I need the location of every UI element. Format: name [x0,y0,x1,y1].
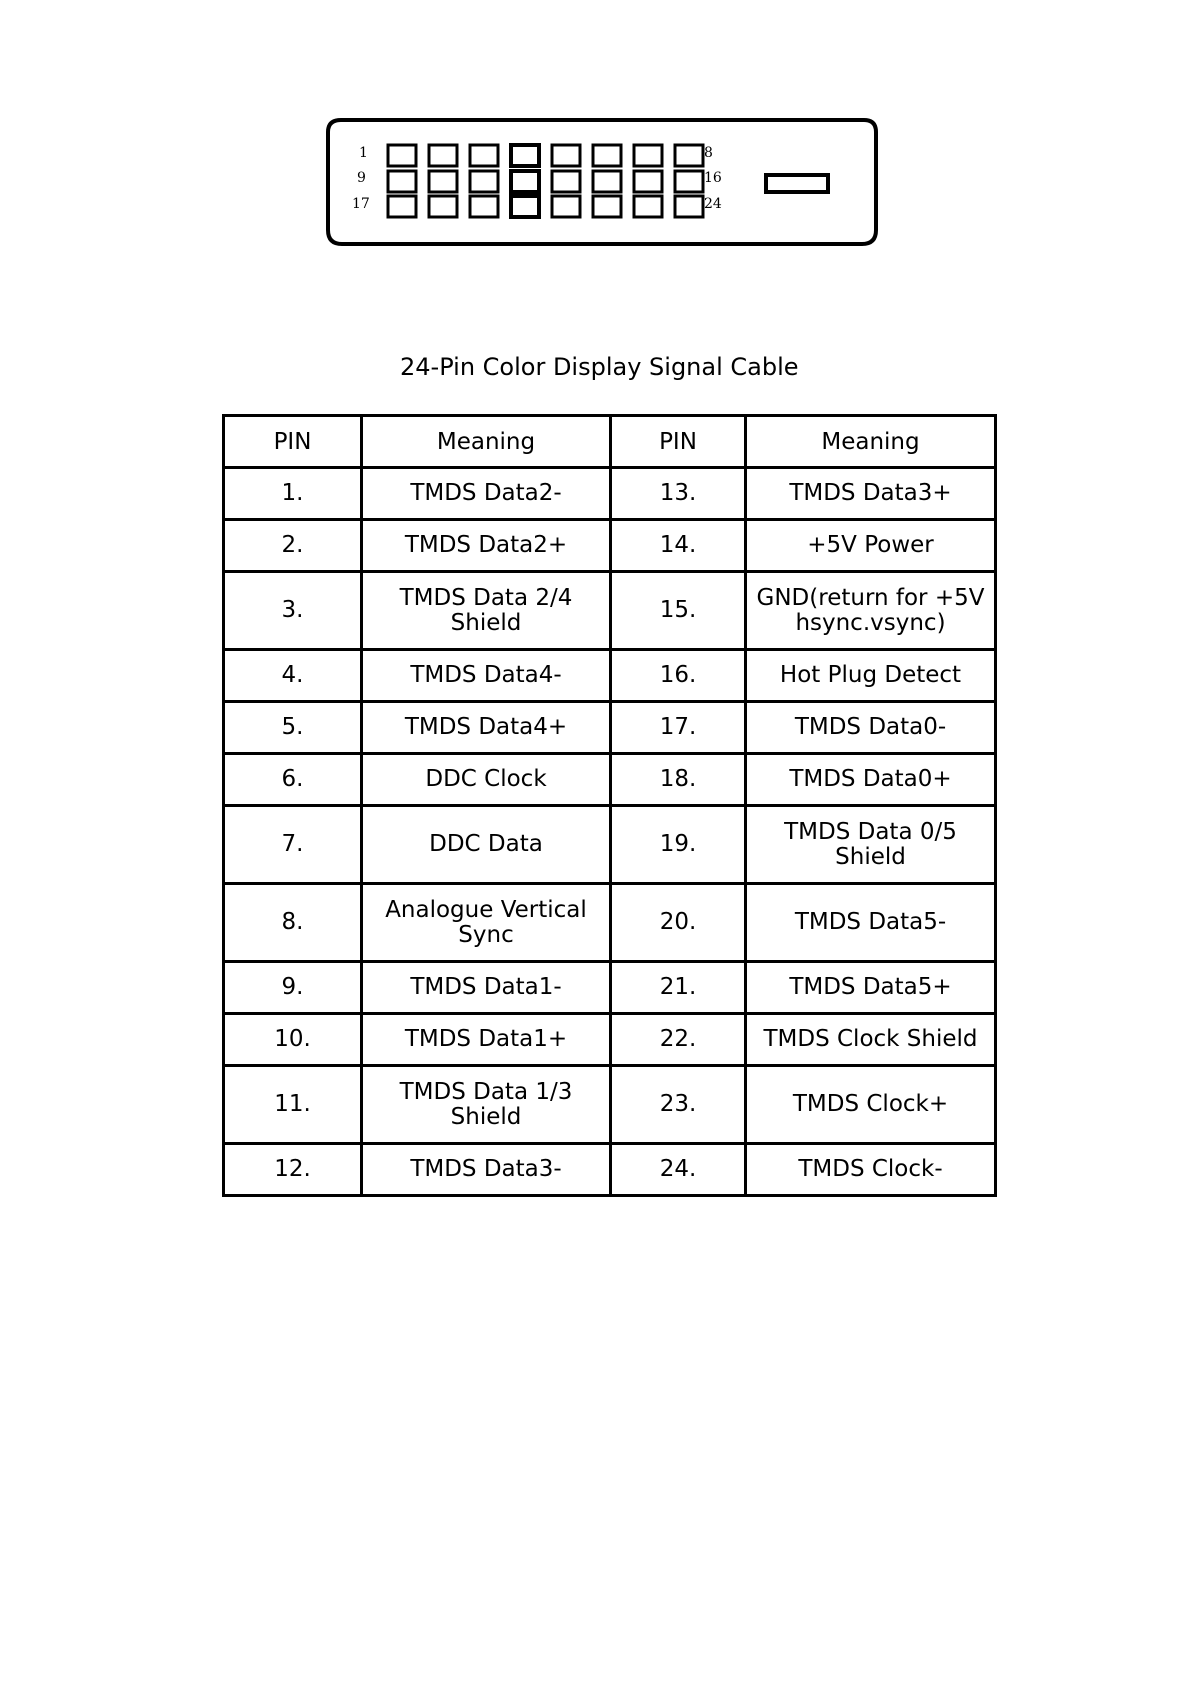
pin-socket [429,196,457,217]
table-row [224,1144,996,1196]
meaning-cell: TMDS Data0+ [746,754,996,806]
pin-number-cell: 14. [611,520,746,572]
table-row [224,468,996,520]
table-row [224,1014,996,1066]
pin-socket [634,171,662,192]
pin-number-cell: 13. [611,468,746,520]
table-row [224,650,996,702]
pin-number-cell: 5. [224,702,362,754]
table-row [224,962,996,1014]
pin-number-cell: 20. [611,884,746,962]
pin-number-cell: 10. [224,1014,362,1066]
pin-number-cell: 1. [224,468,362,520]
row-end-label-24: 24 [704,196,722,212]
meaning-cell: TMDS Data2+ [362,520,611,572]
table-row [224,702,996,754]
connector-outline [328,120,876,244]
pin-number-cell: 6. [224,754,362,806]
pin-socket [593,145,621,166]
pin-socket [675,196,703,217]
row-start-label-1: 1 [359,145,368,161]
row-start-label-17: 17 [352,196,370,212]
meaning-cell: Analogue Vertical Sync [362,884,611,962]
pin-socket [470,171,498,192]
pin-socket [511,196,539,217]
row-end-label-8: 8 [704,145,713,161]
meaning-cell: TMDS Data5- [746,884,996,962]
table-header-row [224,416,996,468]
meaning-cell: TMDS Data3+ [746,468,996,520]
meaning-cell: TMDS Data3- [362,1144,611,1196]
pin-number-cell: 15. [611,572,746,650]
pin-number-cell: 18. [611,754,746,806]
meaning-cell: DDC Clock [362,754,611,806]
pin-grid [388,145,703,217]
pin-number-cell: 2. [224,520,362,572]
pin-socket [675,145,703,166]
pin-number-cell: 11. [224,1066,362,1144]
pin-socket [429,145,457,166]
connector-flat-blade [766,175,828,192]
pin-number-cell: 19. [611,806,746,884]
table-row [224,884,996,962]
row-end-label-16: 16 [704,170,722,186]
pin-socket [593,171,621,192]
pin-socket [429,171,457,192]
pin-socket [552,171,580,192]
meaning-cell: TMDS Data0- [746,702,996,754]
meaning-cell: Hot Plug Detect [746,650,996,702]
pin-socket [634,145,662,166]
pin-socket [470,196,498,217]
meaning-cell: TMDS Clock- [746,1144,996,1196]
pin-socket [388,196,416,217]
pin-socket [552,145,580,166]
pin-number-cell: 21. [611,962,746,1014]
pin-socket [593,196,621,217]
pin-socket [388,145,416,166]
meaning-cell: DDC Data [362,806,611,884]
row-start-label-9: 9 [357,170,366,186]
meaning-cell: +5V Power [746,520,996,572]
header-pin: PIN [611,416,746,468]
pin-socket [388,171,416,192]
header-meaning: Meaning [746,416,996,468]
table-caption: 24-Pin Color Display Signal Cable [400,353,799,381]
table-row [224,806,996,884]
pin-number-cell: 7. [224,806,362,884]
table-row [224,1066,996,1144]
dvi-connector-diagram [0,0,1190,260]
meaning-cell: TMDS Data 0/5 Shield [746,806,996,884]
header-meaning: Meaning [362,416,611,468]
pin-number-cell: 22. [611,1014,746,1066]
table-row [224,572,996,650]
pin-socket [511,171,539,192]
pin-number-cell: 16. [611,650,746,702]
pin-number-cell: 8. [224,884,362,962]
pin-socket [634,196,662,217]
pin-number-cell: 12. [224,1144,362,1196]
pin-number-cell: 24. [611,1144,746,1196]
table-row [224,754,996,806]
meaning-cell: TMDS Data1+ [362,1014,611,1066]
pin-socket [675,171,703,192]
table-body [224,468,996,1196]
pin-socket [552,196,580,217]
meaning-cell: TMDS Data5+ [746,962,996,1014]
meaning-cell: TMDS Clock Shield [746,1014,996,1066]
pin-number-cell: 9. [224,962,362,1014]
pin-number-cell: 3. [224,572,362,650]
pin-number-cell: 4. [224,650,362,702]
meaning-cell: GND(return for +5V hsync.vsync) [746,572,996,650]
meaning-cell: TMDS Data4- [362,650,611,702]
pin-number-cell: 23. [611,1066,746,1144]
meaning-cell: TMDS Data4+ [362,702,611,754]
header-pin: PIN [224,416,362,468]
pin-assignment-table [222,414,997,1197]
meaning-cell: TMDS Data 2/4 Shield [362,572,611,650]
meaning-cell: TMDS Clock+ [746,1066,996,1144]
pin-number-cell: 17. [611,702,746,754]
meaning-cell: TMDS Data2- [362,468,611,520]
pin-socket [511,145,539,166]
table-row [224,520,996,572]
meaning-cell: TMDS Data 1/3 Shield [362,1066,611,1144]
pin-socket [470,145,498,166]
meaning-cell: TMDS Data1- [362,962,611,1014]
